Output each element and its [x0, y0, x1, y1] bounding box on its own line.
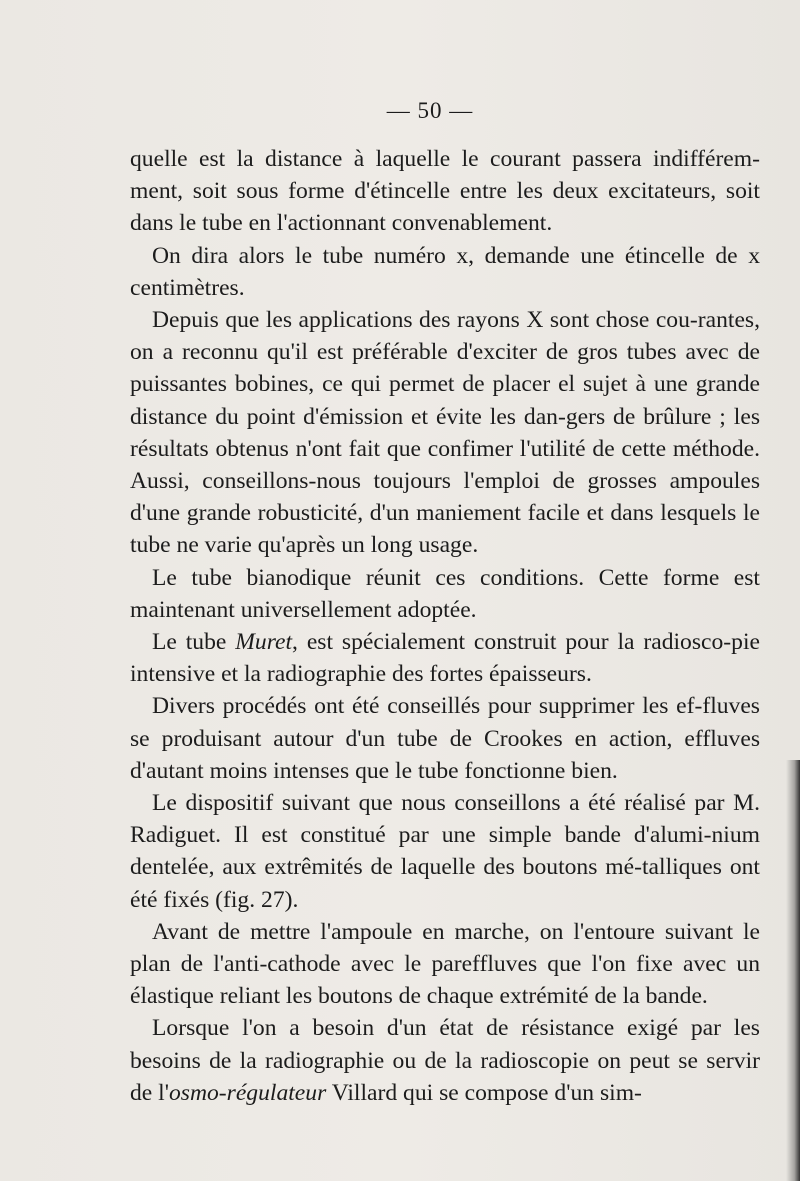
page-number: — 50 — [386, 98, 474, 123]
paragraph-radiguet-device: Le dispositif suivant que nous conseillons a été réalisé par M. Radiguet. Il est constitué par une simple bande d'alumi-nium dentelée, aux extrêmités de laquelle des boutons mé-talliques ont été fixés (fig. 27). [130, 790, 760, 913]
paragraph-pareffluves: Avant de mettre l'ampoule en marche, on l'entoure suivant le plan de l'anti-cathode avec le pareffluves que l'on fixe avec un élastique reliant les boutons de chaque extrémité de la bande. [130, 918, 760, 1010]
paragraph-tube-number: On dira alors le tube numéro x, demande une étincelle de x centimètres. [130, 242, 760, 301]
paragraph-effluves: Divers procédés ont été conseillés pour supprimer les ef-fluves se produisant autour d'un tube de Crookes en action, effluves d'autant moins intenses que le tube fonctionne bien. [130, 693, 760, 784]
page-edge-shadow [786, 760, 800, 1181]
paragraph-muret-after: , est spécialement construit pour la radiosco-pie intensive et la radiographie des fortes épaisseurs. [130, 629, 760, 688]
paragraph-muret-tube [130, 626, 760, 690]
paragraph-osmo-before: Lorsque l'on a besoin d'un état de résistance exigé par les besoins de la radiographie ou de la radioscopie on peut se servir de l' [130, 1015, 760, 1106]
paragraph-osmo-italic: osmo-régulateur [168, 1079, 327, 1106]
paragraph-osmo-regulateur [130, 1012, 760, 1109]
paragraph-x-rays: Depuis que les applications des rayons X sont chose cou-rantes, on a reconnu qu'il est préférable d'exciter de gros tubes avec de puissantes bobines, ce qui permet de placer el sujet à une grande distance du point d'émission et évite les dan-gers de brûlure ; les résultats obtenus n'ont fait que confimer l'utilité de cette méthode. Aussi, conseillons-nous toujours l'emploi de grosses ampoules d'une grande robusticité, d'un maniement facile et dans lesquels le tube ne varie qu'après un long usage. [130, 307, 760, 559]
paragraph-osmo-after: Villard qui se compose d'un sim- [326, 1079, 642, 1106]
paragraph-bianodic-tube: Le tube bianodique réunit ces conditions. Cette forme est maintenant universellement adoptée. [130, 564, 760, 623]
paragraph-continuation: quelle est la distance à laquelle le courant passera indifférem-ment, soit sous forme d'étincelle entre les deux excitateurs, soit dans le tube en l'actionnant convenablement. [130, 146, 760, 237]
paragraph-muret-before: Le tube [152, 629, 236, 656]
body-text [130, 143, 760, 1109]
paragraph-muret-italic: Muret [235, 629, 293, 656]
